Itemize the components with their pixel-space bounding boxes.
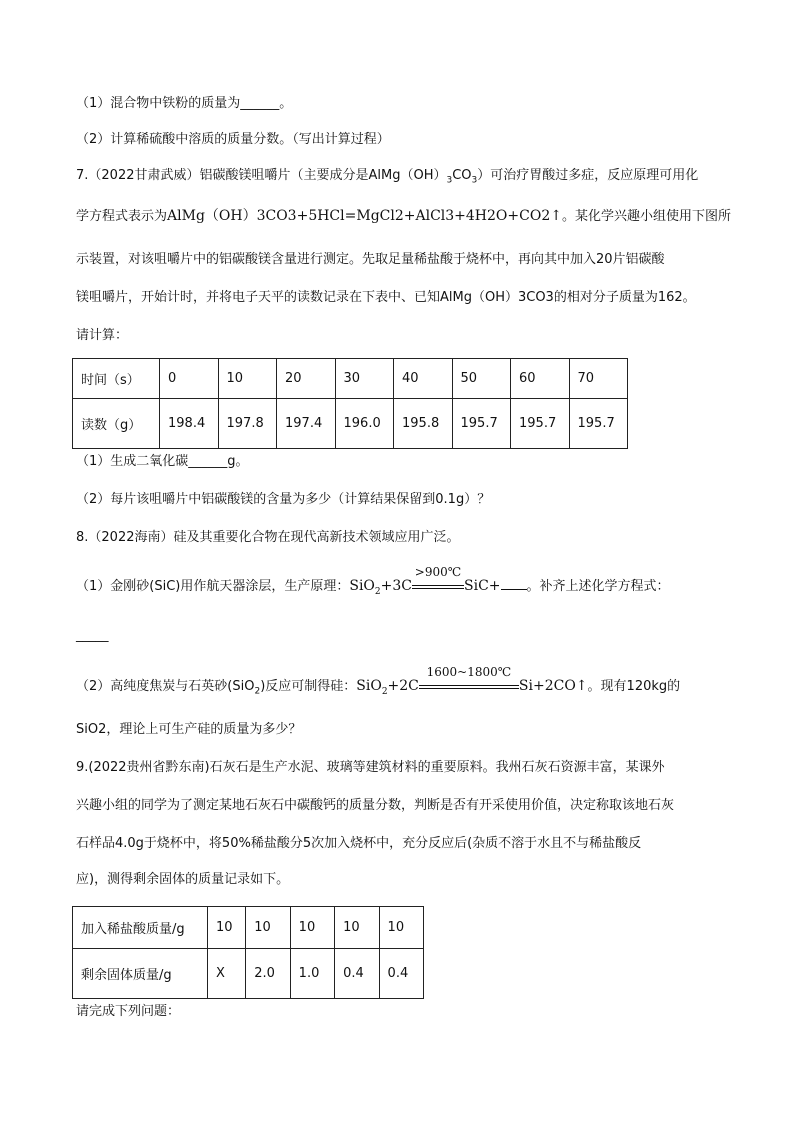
q7-table-cell: 0 [160, 359, 219, 399]
q9-line1: 9.(2022贵州省黔东南)石灰石是生产水泥、玻璃等建筑材料的重要原料。我州石灰石资源丰富，某课外 [76, 760, 665, 775]
q9-table-cell: 0.4 [335, 949, 379, 999]
q7-table-cell: 195.7 [569, 399, 628, 449]
q7-table-cell: 读数（g） [73, 399, 160, 449]
q7-table-cell: 50 [452, 359, 511, 399]
q8-sub2-mid: )反应可制得硅： [260, 679, 357, 694]
q8-sub1-blank-line: _____ [76, 628, 109, 643]
q8-sub1-products: SiC+ [464, 578, 501, 594]
q7-table-cell: 60 [511, 359, 570, 399]
q8-sub2-line2: SiO2，理论上可生产硅的质量为多少？ [76, 722, 302, 737]
q8-sub1-condition-text: >900℃ [414, 565, 462, 579]
q7-table-cell: 10 [218, 359, 277, 399]
q7-table-cell: 197.4 [277, 399, 336, 449]
q7-table-cell: 195.8 [394, 399, 453, 449]
q9-table-cell: 剩余固体质量/g [73, 949, 208, 999]
q7-table-cell: 195.7 [511, 399, 570, 449]
q9-footer: 请完成下列问题： [76, 1004, 181, 1019]
q8-sub1-reactants: SiO$_2$+3C [349, 578, 412, 597]
q7-line5: 请计算： [76, 328, 129, 343]
q9-table-cell: X [208, 949, 246, 999]
q9-table-row-solid [73, 949, 424, 999]
q9-table-row-acid [73, 907, 424, 949]
q7-line1-sub2: 3 [471, 175, 478, 186]
q7-equation: AlMg（OH）3CO3+5HCl=MgCl2+AlCl3+4H2O+CO2↑ [167, 208, 562, 224]
q8-sub1 [76, 565, 670, 602]
q7-line1 [76, 166, 698, 191]
q7-line4: 镁咀嚼片，开始计时，并将电子天平的读数记录在下表中、已知AlMg（OH）3CO3的相对分子质量为162。 [76, 290, 696, 305]
q8-sub1-pre: （1）金刚砂(SiC)用作航天器涂层，生产原理： [76, 579, 350, 594]
q7-table-cell: 时间（s） [73, 359, 160, 399]
q7-table-cell: 195.7 [452, 399, 511, 449]
q9-table-cell: 10 [208, 907, 246, 949]
q7-table-cell: 198.4 [160, 399, 219, 449]
q7-line1-end: ）可治疗胃酸过多症，反应原理可用化 [477, 168, 699, 183]
q9-table-cell: 10 [379, 907, 423, 949]
q7-line1-sub: 3 [446, 175, 453, 186]
q9-table-cell: 10 [290, 907, 334, 949]
q7-table-cell: 197.8 [218, 399, 277, 449]
q8-sub1-equals-sign [412, 585, 464, 589]
q7-table-cell: 196.0 [335, 399, 394, 449]
q8-sub1-answer-blank[interactable] [501, 577, 527, 590]
q7-line3: 示装置，对该咀嚼片中的铝碳酸镁含量进行测定。先取足量稀盐酸于烧杯中，再向其中加入20片铝碳酸 [76, 252, 665, 267]
q9-table-cell: 10 [335, 907, 379, 949]
q7-table-row-reading [73, 399, 628, 449]
q7-table-cell: 20 [277, 359, 336, 399]
q8-sub2-condition-text: 1600~1800℃ [426, 665, 512, 679]
q8-sub2-sub: 2 [254, 686, 261, 697]
q8-sub2-pre: （2）高纯度焦炭与石英砂(SiO [76, 679, 255, 694]
q7-sub2: （2）每片该咀嚼片中铝碳酸镁的含量为多少（计算结果保留到0.1g）？ [76, 492, 491, 507]
q7-table [72, 358, 628, 449]
q9-line3: 石样品4.0g于烧杯中，将50%稀盐酸分5次加入烧杯中，充分反应后(杂质不溶于水且不与稀盐酸反 [76, 836, 642, 851]
q9-line4: 应)，测得剩余固体的质量记录如下。 [76, 872, 290, 887]
q8-line1: 8.（2022海南）硅及其重要化合物在现代高新技术领域应用广泛。 [76, 530, 460, 545]
q7-table-row-time [73, 359, 628, 399]
q9-table-cell: 0.4 [379, 949, 423, 999]
q8-sub2-products: Si+2CO↑ [518, 678, 588, 694]
q7-table-cell: 30 [335, 359, 394, 399]
q8-sub2-equals-sign [419, 685, 519, 689]
q7-line1-pre: 7.（2022甘肃武威）铝碳酸镁咀嚼片（主要成分是AlMg（OH） [76, 168, 447, 183]
q9-table-cell: 加入稀盐酸质量/g [73, 907, 208, 949]
q9-line2: 兴趣小组的同学为了测定某地石灰石中碳酸钙的质量分数，判断是否有开采使用价值，决定称取该地石灰 [76, 798, 675, 813]
q6-sub2: （2）计算稀硫酸中溶质的质量分数。（写出计算过程） [76, 132, 390, 147]
q9-table-cell: 10 [246, 907, 290, 949]
q7-sub1: （1）生成二氧化碳______g。 [76, 454, 249, 469]
q7-table-cell: 70 [569, 359, 628, 399]
q7-line2 [76, 206, 731, 227]
q8-sub2-reactants: SiO$_2$+2C [356, 678, 419, 697]
q9-table [72, 906, 424, 999]
q7-line2-pre: 学方程式表示为 [76, 209, 168, 224]
q6-sub1: （1）混合物中铁粉的质量为______。 [76, 96, 293, 111]
q7-line2-post: 。某化学兴趣小组使用下图所 [561, 209, 731, 224]
q7-line1-post: CO [452, 168, 472, 183]
q8-sub2-condition [419, 665, 519, 697]
q8-sub1-condition [412, 565, 464, 597]
q7-table-cell: 40 [394, 359, 453, 399]
q8-sub1-post: 。补齐上述化学方程式： [526, 579, 670, 594]
q9-table-cell: 2.0 [246, 949, 290, 999]
q8-sub2 [76, 665, 681, 702]
q8-sub2-post: 。现有120kg的 [587, 679, 681, 694]
q9-table-cell: 1.0 [290, 949, 334, 999]
